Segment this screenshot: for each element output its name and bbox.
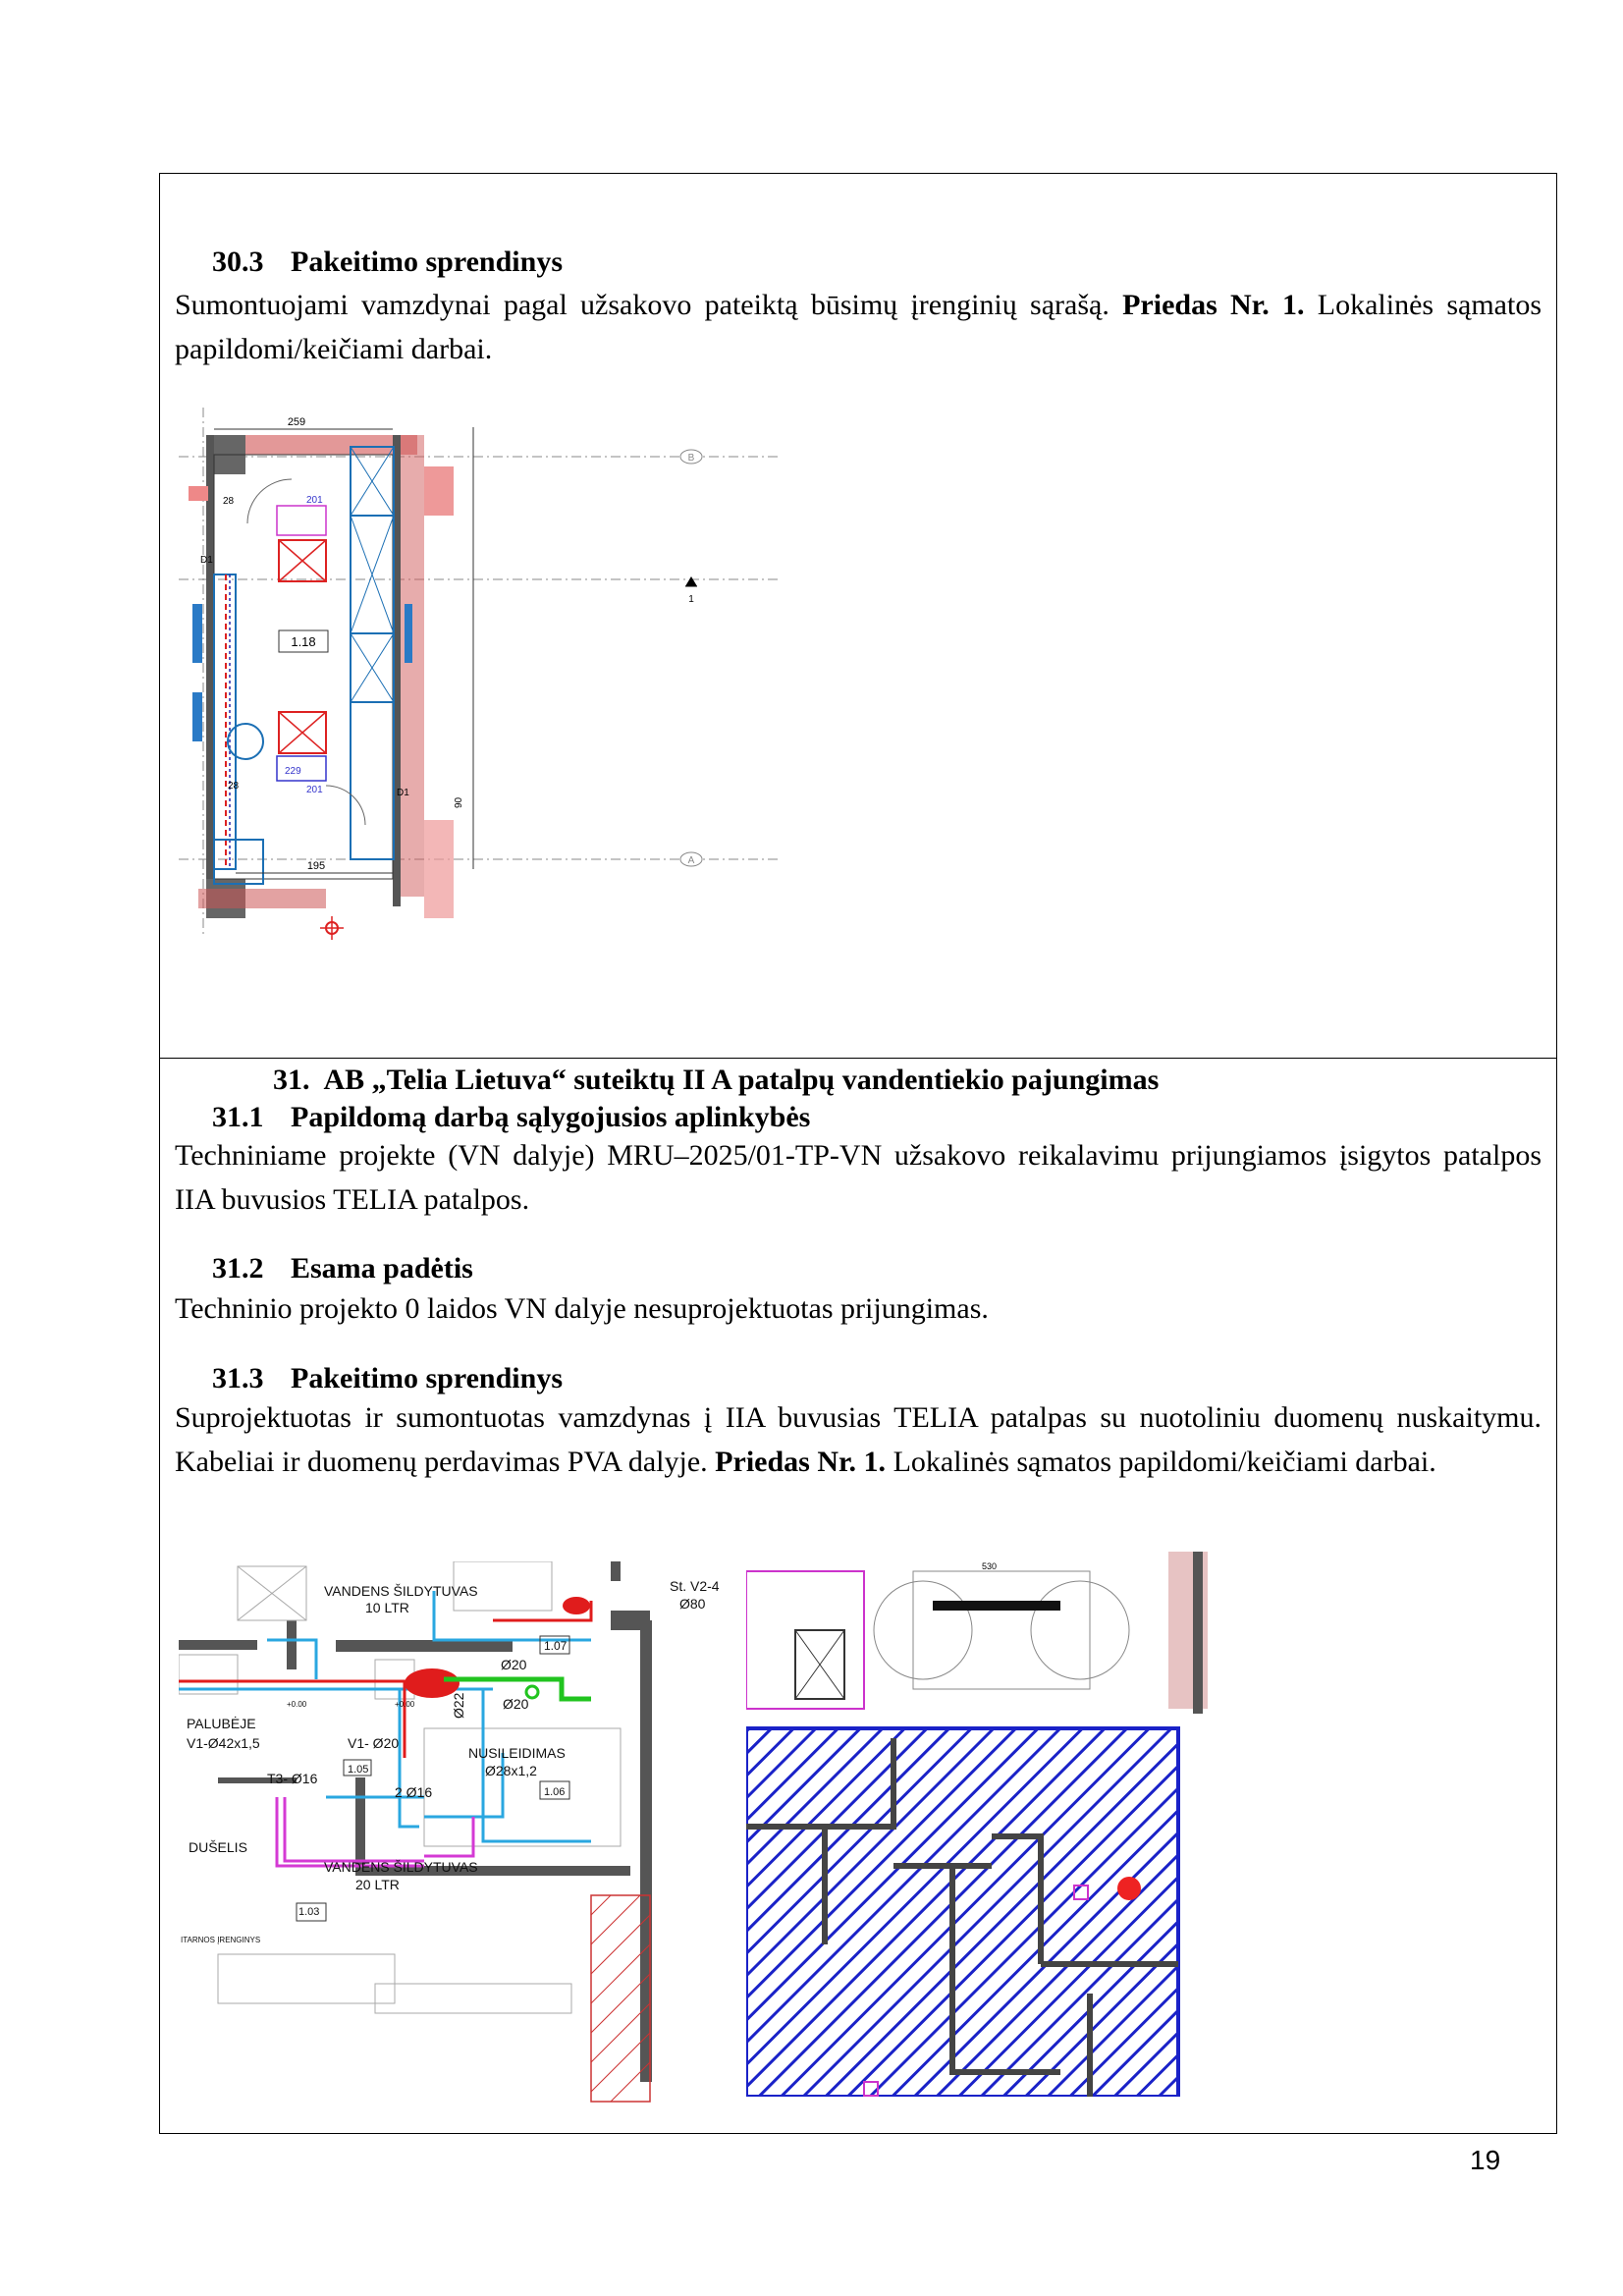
axis-b: B bbox=[687, 453, 695, 464]
fixture-label-top: 201 bbox=[306, 495, 323, 506]
appendix-ref: Priedas Nr. 1. bbox=[715, 1446, 887, 1478]
v1-pipe-label: V1- Ø20 bbox=[348, 1735, 400, 1751]
para-text-end: Lokalinės sąmatos papildomi/keičiami darbai. bbox=[175, 289, 1542, 365]
title-text: AB „Telia Lietuva“ suteiktų II A patalpų vandentiekio pajungimas bbox=[323, 1064, 1160, 1096]
fixture-label-bottom-b: 201 bbox=[306, 785, 323, 795]
door-label-right: D1 bbox=[397, 788, 409, 798]
stand-label: St. V2-4 bbox=[670, 1578, 720, 1594]
level-mark-a: +0.00 bbox=[287, 1700, 307, 1709]
heading-number: 30.3 bbox=[212, 246, 264, 278]
room-label: 1.18 bbox=[291, 634, 316, 649]
section-31-1-heading bbox=[212, 1101, 810, 1134]
water-heater-label: VANDENS ŠILDYTUVAS bbox=[324, 1583, 478, 1599]
heading-text: Pakeitimo sprendinys bbox=[291, 1362, 563, 1394]
water-heater-volume: 10 LTR bbox=[365, 1600, 409, 1615]
dimension-right: 90 bbox=[454, 796, 464, 808]
page-number: 19 bbox=[1470, 2145, 1501, 2175]
heading-number: 31.2 bbox=[212, 1252, 264, 1285]
paluboje-label: PALUBĖJE bbox=[187, 1716, 256, 1731]
section-31-3-paragraph bbox=[175, 1395, 1542, 1484]
heading-text: Pakeitimo sprendinys bbox=[291, 246, 563, 278]
room-1-03: 1.03 bbox=[298, 1906, 320, 1918]
paluboje-pipe-label: V1-Ø42x1,5 bbox=[187, 1735, 260, 1751]
appendix-ref: Priedas Nr. 1. bbox=[1122, 289, 1305, 321]
heading-number: 31.1 bbox=[212, 1101, 264, 1133]
para-text: Suprojektuotas ir sumontuotas vamzdynas į IIA buvusias TELIA patalpas su nuotoliniu duomenų nuskaitymu. Kabeliai ir duomenų perdavimas PVA dalyje. bbox=[175, 1401, 1542, 1478]
fixture-label-bottom-a: 229 bbox=[285, 766, 301, 777]
dimension-left: 28 bbox=[223, 496, 235, 507]
axis-a: A bbox=[687, 855, 695, 866]
dimension-left-2: 28 bbox=[228, 781, 240, 792]
water-heater-bottom-volume: 20 LTR bbox=[355, 1877, 400, 1892]
t3-pipe-label: T3- Ø16 bbox=[267, 1771, 318, 1786]
dimension-label: 530 bbox=[982, 1561, 998, 1571]
stand-diameter: Ø80 bbox=[679, 1596, 706, 1612]
nusileidimas-pipe: Ø28x1,2 bbox=[485, 1763, 537, 1778]
heading-text: Papildomą darbą sąlygojusios aplinkybės bbox=[291, 1101, 811, 1133]
section-30-3-heading bbox=[212, 246, 563, 279]
dimension-bottom: 195 bbox=[306, 860, 326, 872]
floor-plan-1 bbox=[169, 408, 807, 957]
section-31-2-heading bbox=[212, 1252, 473, 1285]
room-1-07: 1.07 bbox=[544, 1639, 568, 1653]
pipe-20-label-a: Ø20 bbox=[501, 1657, 527, 1672]
hatched-area-plan bbox=[746, 1552, 1237, 2097]
para-text: Sumontuojami vamzdynai pagal užsakovo pateiktą būsimų įrenginių sąrašą. bbox=[175, 289, 1109, 321]
section-30-3-paragraph bbox=[175, 283, 1542, 371]
room-1-06: 1.06 bbox=[544, 1786, 566, 1798]
two-16-label: 2 Ø16 bbox=[395, 1784, 433, 1800]
section-31-3-heading bbox=[212, 1362, 563, 1395]
plumbing-plan bbox=[179, 1561, 738, 2106]
section-31-title bbox=[273, 1064, 1159, 1097]
section-arrow-label: 1 bbox=[688, 594, 694, 605]
level-mark-b: +0.00 bbox=[395, 1700, 415, 1709]
equipment-label: ITARNOS ĮRENGINYS bbox=[181, 1936, 261, 1944]
para-text-end: Lokalinės sąmatos papildomi/keičiami darbai. bbox=[893, 1446, 1436, 1478]
table-divider bbox=[159, 1058, 1557, 1059]
door-label-left: D1 bbox=[200, 555, 213, 566]
dimension-top: 259 bbox=[287, 416, 306, 428]
water-heater-bottom-label: VANDENS ŠILDYTUVAS bbox=[324, 1859, 478, 1875]
room-1-05: 1.05 bbox=[348, 1764, 369, 1776]
title-number: 31. bbox=[273, 1064, 310, 1096]
section-31-2-paragraph: Techninio projekto 0 laidos VN dalyje nesuprojektuotas prijungimas. bbox=[175, 1292, 989, 1325]
nusileidimas-label: NUSILEIDIMAS bbox=[468, 1745, 566, 1761]
pipe-22-label: Ø22 bbox=[451, 1692, 466, 1719]
section-31-1-paragraph: Techniniame projekte (VN dalyje) MRU–2025/01-TP-VN užsakovo reikalavimu prijungiamos įsigytos patalpos IIA buvusios TELIA patalpos. bbox=[175, 1139, 1542, 1216]
duselis-label: DUŠELIS bbox=[189, 1839, 247, 1855]
heading-text: Esama padėtis bbox=[291, 1252, 473, 1285]
pipe-20-label-b: Ø20 bbox=[503, 1696, 529, 1712]
heading-number: 31.3 bbox=[212, 1362, 264, 1394]
